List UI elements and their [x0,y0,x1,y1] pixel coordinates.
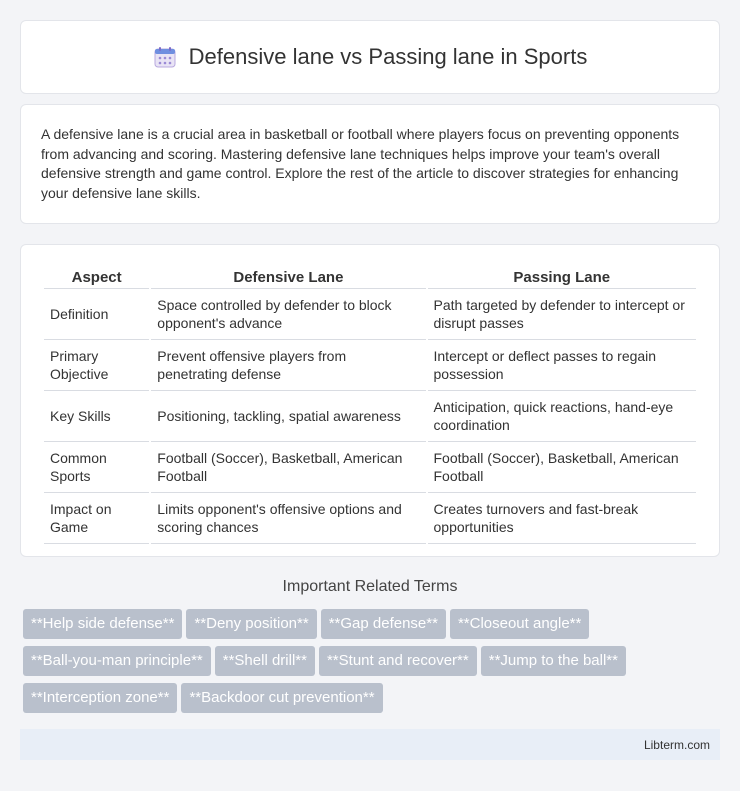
related-term-tag[interactable]: **Interception zone** [23,683,177,713]
related-term-tag[interactable]: **Stunt and recover** [319,646,477,676]
table-row [44,493,696,544]
related-term-tag[interactable]: **Help side defense** [23,609,182,639]
cell-defensive: Space controlled by defender to block opponent's advance [151,289,425,340]
table-header-row [44,265,696,289]
cell-aspect: Primary Objective [44,340,149,391]
related-term-tag[interactable]: **Ball-you-man principle** [23,646,211,676]
cell-defensive: Positioning, tackling, spatial awareness [151,391,425,442]
cell-aspect: Impact on Game [44,493,149,544]
header-passing-lane: Passing Lane [428,265,697,289]
cell-defensive: Limits opponent's offensive options and scoring chances [151,493,425,544]
cell-aspect: Definition [44,289,149,340]
related-term-tag[interactable]: **Deny position** [186,609,316,639]
related-term-tag[interactable]: **Backdoor cut prevention** [181,683,382,713]
footer-site-link[interactable]: Libterm.com [643,737,710,752]
related-terms-list [23,609,723,720]
cell-passing: Path targeted by defender to intercept or disrupt passes [428,289,697,340]
comparison-card [20,244,720,557]
cell-passing: Football (Soccer), Basketball, American Football [428,442,697,493]
table-row [44,340,696,391]
cell-aspect: Common Sports [44,442,149,493]
related-term-tag[interactable]: **Shell drill** [215,646,315,676]
intro-paragraph: A defensive lane is a crucial area in basketball or football where players focus on preventing opponents from advancing and scoring. Mastering defensive lane techniques helps improve your team's overall defensive strength and game control. Explore the rest of the article to discover strategies for enhancing your defensive lane skills. [41,126,680,201]
table-row [44,391,696,442]
related-term-tag[interactable]: **Jump to the ball** [481,646,626,676]
page-title: Defensive lane vs Passing lane in Sports [188,44,588,69]
header-defensive-lane: Defensive Lane [151,265,425,289]
table-row [44,442,696,493]
related-term-tag[interactable]: **Closeout angle** [450,609,589,639]
header-aspect: Aspect [44,265,149,289]
related-term-tag[interactable]: **Gap defense** [321,609,446,639]
calendar-icon [153,45,177,69]
comparison-table [42,265,698,544]
cell-defensive: Prevent offensive players from penetrating defense [151,340,425,391]
related-terms-title: Important Related Terms [282,578,458,595]
cell-passing: Intercept or deflect passes to regain possession [428,340,697,391]
cell-passing: Creates turnovers and fast-break opportunities [428,493,697,544]
cell-defensive: Football (Soccer), Basketball, American Football [151,442,425,493]
intro-card [20,104,720,224]
cell-aspect: Key Skills [44,391,149,442]
footer [20,729,720,760]
table-row [44,289,696,340]
cell-passing: Anticipation, quick reactions, hand-eye coordination [428,391,697,442]
title-card [20,20,720,94]
